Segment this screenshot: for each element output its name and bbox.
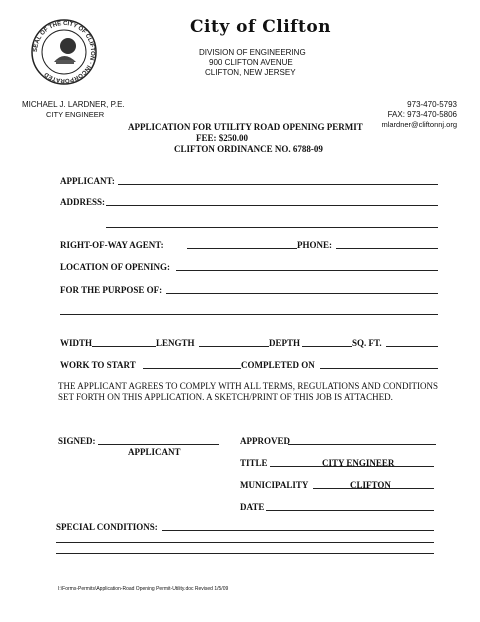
phone-label: PHONE: [297,240,332,250]
width-label: WIDTH [60,338,93,348]
ordinance-number: CLIFTON ORDINANCE NO. 6788-09 [174,144,323,154]
applicant-label: APPLICANT: [60,176,115,186]
title-label: TITLE [240,458,268,468]
email-address: mlardner@cliftonnj.org [381,120,457,129]
completed-field[interactable] [320,368,438,369]
date-field[interactable] [266,510,434,511]
engineer-title: CITY ENGINEER [46,110,105,119]
agent-field[interactable] [187,248,297,249]
agreement-text: THE APPLICANT AGREES TO COMPLY WITH ALL TERMS, REGULATIONS AND CONDITIONS SET FORTH ON THIS APPLICATION. A SKETCH/PRINT OF THIS JOB IS ATTACHED. [58,381,438,402]
purpose-field-2[interactable] [60,314,438,315]
signature-field[interactable] [98,444,219,445]
location-field[interactable] [176,270,438,271]
date-label: DATE [240,502,265,512]
street-address: 900 CLIFTON AVENUE [209,58,293,67]
width-field[interactable] [92,346,156,347]
depth-field[interactable] [302,346,352,347]
form-fee: FEE: $250.00 [196,133,249,143]
applicant-caption: APPLICANT [128,447,181,457]
engineer-name: MICHAEL J. LARDNER, P.E. [22,100,125,109]
city-seal-icon [30,18,98,86]
special-conditions-field-1[interactable] [162,530,434,531]
special-conditions-label: SPECIAL CONDITIONS: [56,522,158,532]
fax-number: FAX: 973-470-5806 [387,110,457,119]
sqft-label: SQ. FT. [352,338,382,348]
depth-label: DEPTH [269,338,301,348]
special-conditions-field-2[interactable] [56,542,434,543]
municipality-value: CLIFTON [350,480,391,490]
sqft-field[interactable] [386,346,438,347]
city-title: City of Clifton [190,17,332,37]
purpose-field-1[interactable] [166,293,438,294]
address-label: ADDRESS: [60,197,106,207]
phone-field[interactable] [336,248,438,249]
title-value: CITY ENGINEER [322,458,395,468]
city-state: CLIFTON, NEW JERSEY [205,68,296,77]
applicant-field[interactable] [118,184,438,185]
agent-label: RIGHT-OF-WAY AGENT: [60,240,164,250]
division-name: DIVISION OF ENGINEERING [199,48,306,57]
municipality-label: MUNICIPALITY [240,480,309,490]
completed-label: COMPLETED ON [241,360,315,370]
phone-number: 973-470-5793 [407,100,457,109]
purpose-label: FOR THE PURPOSE OF: [60,285,163,295]
work-start-label: WORK TO START [60,360,136,370]
approved-label: APPROVED [240,436,290,446]
signed-label: SIGNED: [58,436,96,446]
form-title: APPLICATION FOR UTILITY ROAD OPENING PERMIT [128,122,363,132]
length-label: LENGTH [156,338,195,348]
footer-file-path: I:\Forms-Permits\Application-Road Opening Permit-Utility.doc Revised 1/5/09 [58,586,229,592]
address-field-2[interactable] [106,227,438,228]
work-start-field[interactable] [143,368,241,369]
length-field[interactable] [199,346,269,347]
approved-field[interactable] [288,444,436,445]
address-field-1[interactable] [106,205,438,206]
location-label: LOCATION OF OPENING: [60,262,171,272]
special-conditions-field-3[interactable] [56,553,434,554]
seal-text: SEAL OF THE CITY OF CLIFTON · INCORPORATED [32,20,96,84]
